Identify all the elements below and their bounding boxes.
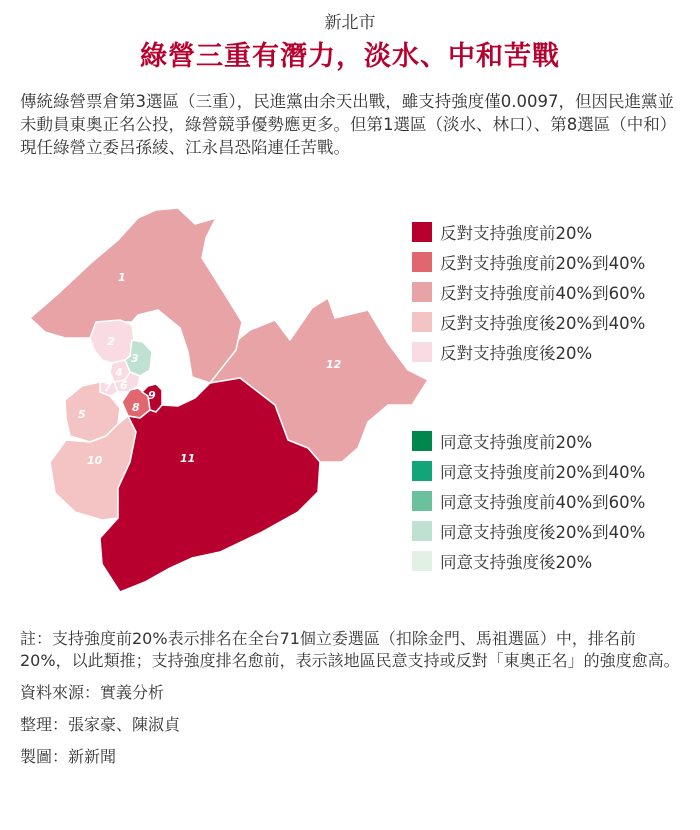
legend-label: 反對支持強度後20%: [440, 344, 593, 363]
legend-swatch: [412, 551, 432, 571]
legend-oppose: [412, 217, 645, 367]
legend-label: 反對支持強度前40%到60%: [440, 284, 646, 303]
legend-label: 反對支持強度前20%到40%: [440, 254, 646, 273]
legend-label: 同意支持強度前20%到40%: [440, 463, 646, 482]
new-taipei-district-map: [10, 200, 430, 600]
legend-swatch: [412, 521, 432, 541]
editor-credit: 整理：張家豪、陳淑貞: [20, 715, 181, 734]
legend-label: 反對支持強度前20%: [440, 224, 593, 243]
legend-swatch: [412, 282, 432, 302]
district-label: 6: [120, 379, 128, 392]
legend-item: [412, 516, 645, 546]
district-label: 2: [107, 335, 115, 348]
legend-item: [412, 307, 645, 337]
legend-item: [412, 277, 645, 307]
district-label: 3: [131, 352, 139, 365]
legend-label: 同意支持強度後20%到40%: [440, 523, 646, 542]
district-label: 5: [78, 408, 86, 421]
legend-swatch: [412, 461, 432, 481]
legend-swatch: [412, 491, 432, 511]
district-label: 12: [326, 358, 342, 371]
graphic-credit: 製圖：新新聞: [20, 747, 117, 766]
legend-swatch: [412, 431, 432, 451]
legend-agree: [412, 426, 645, 576]
district-label: 10: [87, 454, 103, 467]
district-label: 8: [132, 401, 140, 414]
legend-label: 反對支持強度後20%到40%: [440, 314, 646, 333]
legend-item: [412, 217, 645, 247]
footer-notes: [20, 628, 684, 768]
legend-swatch: [412, 342, 432, 362]
legend-item: [412, 426, 645, 456]
legend-item: [412, 486, 645, 516]
legend-swatch: [412, 252, 432, 272]
legend-item: [412, 247, 645, 277]
data-source: 資料來源：實義分析: [20, 683, 165, 702]
legend-label: 同意支持強度後20%: [440, 553, 593, 572]
footnote: 註：支持強度前20%表示排名在全台71個立委選區（扣除金門、馬祖選區）中，排名前20%，以此類推；支持強度排名愈前，表示該地區民意支持或反對「東奧正名」的強度愈高。: [20, 629, 680, 670]
legend-item: [412, 546, 645, 576]
legend-swatch: [412, 312, 432, 332]
legend-label: 同意支持強度前20%: [440, 433, 593, 452]
district-label: 7: [104, 381, 112, 394]
legend-item: [412, 337, 645, 367]
section-kicker: 新北市: [324, 13, 376, 33]
district-label: 4: [115, 366, 123, 379]
district-label: 9: [148, 389, 156, 402]
legend-swatch: [412, 222, 432, 242]
legend-item: [412, 456, 645, 486]
district-label: 1: [118, 271, 126, 284]
lead-paragraph: 傳統綠營票倉第3選區（三重），民進黨由余天出戰，雖支持強度僅0.0097，但因民進黨並未動員東奧正名公投，綠營競爭優勢應更多。但第1選區（淡水、林口）、第8選區（中和）現任綠營立委呂孫綾、江永昌恐陷連任苦戰。: [20, 92, 677, 157]
district-label: 11: [180, 452, 196, 465]
legend-label: 同意支持強度前40%到60%: [440, 493, 646, 512]
page-title: 綠營三重有潛力，淡水、中和苦戰: [140, 41, 560, 72]
